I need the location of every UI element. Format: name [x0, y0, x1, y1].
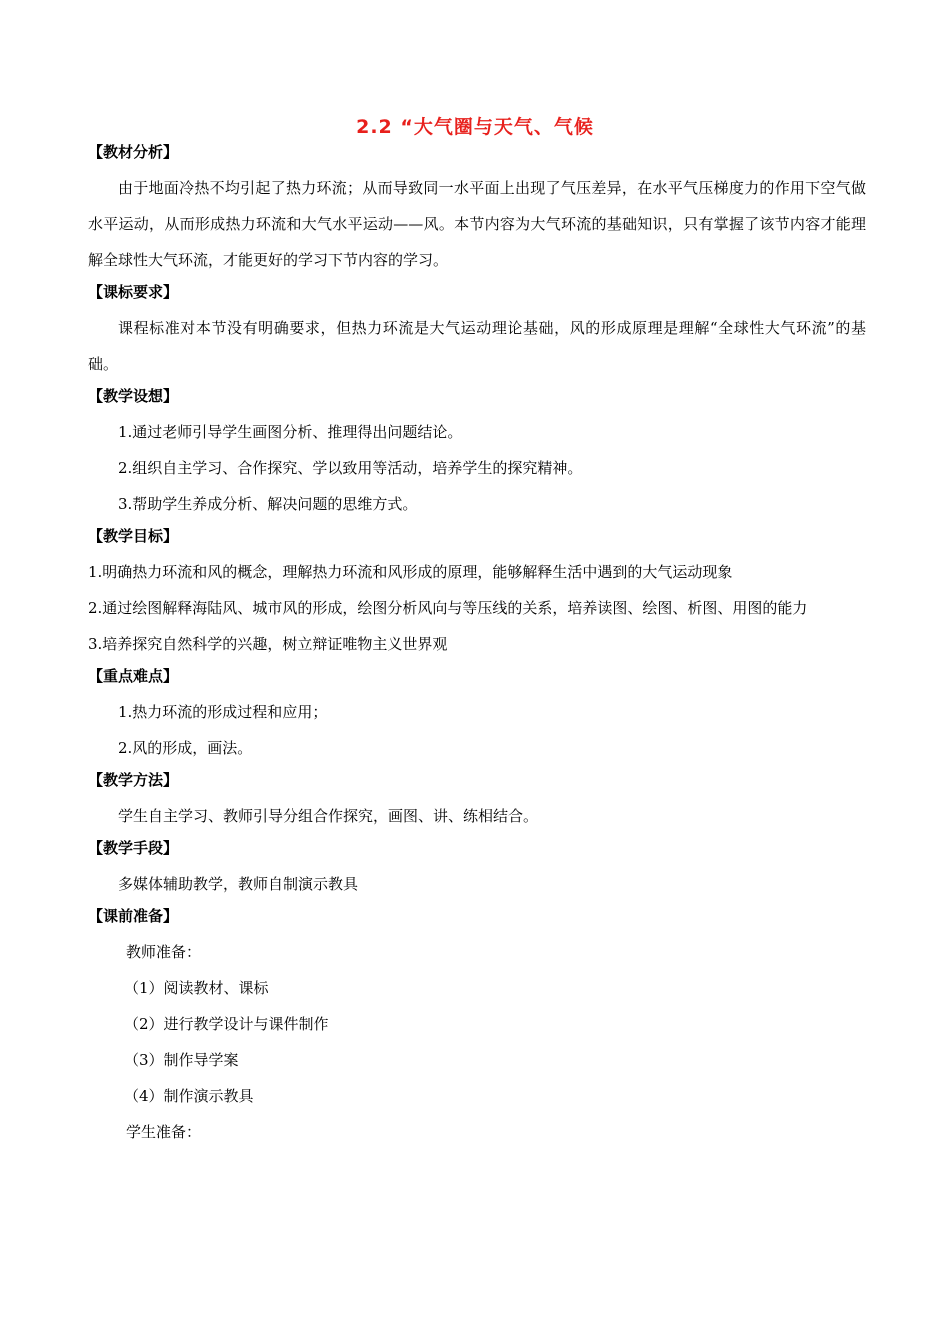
- section-heading: 【教学设想】: [88, 387, 179, 405]
- section-heading: 【重点难点】: [88, 667, 179, 685]
- list-item: 1.通过老师引导学生画图分析、推理得出问题结论。: [118, 423, 463, 441]
- section-heading: 【教学手段】: [88, 839, 179, 857]
- list-item: （1）阅读教材、课标: [124, 979, 269, 997]
- section-heading: 【课标要求】: [88, 283, 179, 301]
- section-keypoints: [88, 666, 866, 766]
- section-methods: [88, 770, 866, 834]
- section-heading: 【课前准备】: [88, 907, 179, 925]
- section-heading: 【教学目标】: [88, 527, 179, 545]
- list-item: 2.通过绘图解释海陆风、城市风的形成，绘图分析风向与等压线的关系，培养读图、绘图、析图、用图的能力: [88, 599, 808, 617]
- section-analysis: [88, 142, 866, 278]
- section-text: 学生自主学习、教师引导分组合作探究，画图、讲、练相结合。: [118, 807, 539, 825]
- section-means: [88, 838, 866, 902]
- section-heading: 【教学方法】: [88, 771, 179, 789]
- section-text: 多媒体辅助教学，教师自制演示教具: [118, 875, 359, 893]
- list-item: （4）制作演示教具: [124, 1087, 254, 1105]
- student-prep-label: 学生准备：: [126, 1123, 202, 1141]
- section-goals: [88, 526, 866, 662]
- list-item: 3.培养探究自然科学的兴趣，树立辩证唯物主义世界观: [88, 635, 448, 653]
- section-prep: [88, 906, 866, 1150]
- list-item: （2）进行教学设计与课件制作: [124, 1015, 329, 1033]
- list-item: 3.帮助学生养成分析、解决问题的思维方式。: [118, 495, 418, 513]
- section-text: 由于地面冷热不均引起了热力环流；从而导致同一水平面上出现了气压差异，在水平气压梯度力的作用下空气做水平运动，从而形成热力环流和大气水平运动——风。本节内容为大气环流的基础知识，只有掌握了该节内容才能理解全球性大气环流，才能更好的学习下节内容的学习。: [88, 179, 866, 269]
- section-standard: [88, 282, 866, 382]
- document-body: [88, 138, 866, 1154]
- list-item: 1.明确热力环流和风的概念，理解热力环流和风形成的原理，能够解释生活中遇到的大气运动现象: [88, 563, 733, 581]
- section-design: [88, 386, 866, 522]
- section-heading: 【教材分析】: [88, 143, 179, 161]
- list-item: 2.组织自主学习、合作探究、学以致用等活动，培养学生的探究精神。: [118, 459, 583, 477]
- list-item: 1.热力环流的形成过程和应用；: [118, 703, 328, 721]
- document-title: 2.2 “大气圈与天气、气候: [356, 116, 594, 138]
- list-item: 2.风的形成，画法。: [118, 739, 253, 757]
- list-item: （3）制作导学案: [124, 1051, 239, 1069]
- teacher-prep-label: 教师准备：: [126, 943, 202, 961]
- section-text: 课程标准对本节没有明确要求，但热力环流是大气运动理论基础，风的形成原理是理解“全球性大气环流”的基础。: [88, 319, 866, 373]
